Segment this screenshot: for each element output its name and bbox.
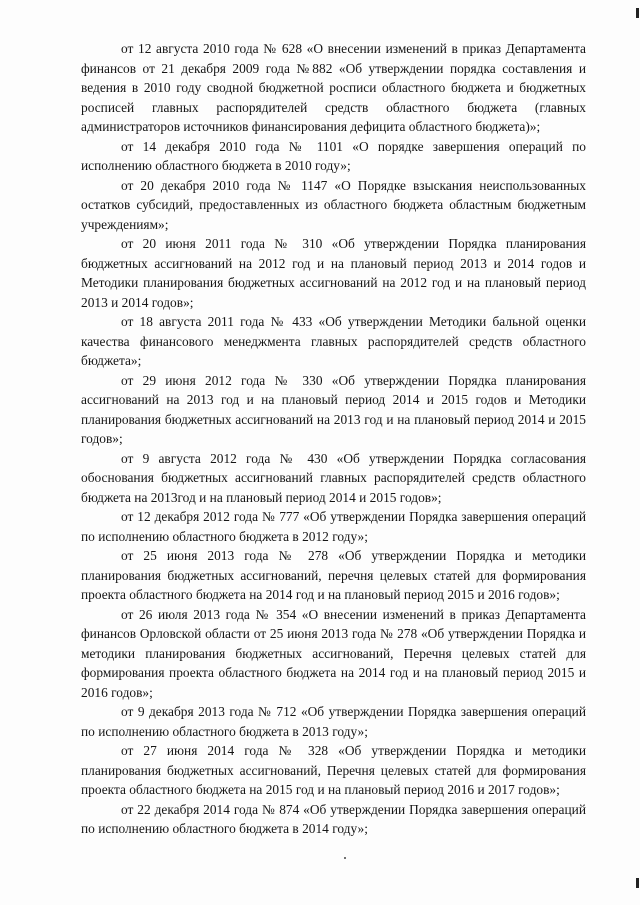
paragraph-order-1101: от 14 декабря 2010 года № 1101 «О порядке завершения операций по исполнению областного бюджета в 2010 году»;	[81, 138, 586, 173]
paragraph-order-310: от 20 июня 2011 года № 310 «Об утверждении Порядка планирования бюджетных ассигнований на 2012 год и на плановый период 2013 и 2014 годов и Методики планирования бюджетных ассигнований на 2012 год и на плановый период 2013 и 2014 годов»;	[81, 236, 586, 310]
scan-edge-mark-bottom	[636, 878, 639, 888]
paragraph-order-330: от 29 июня 2012 года № 330 «Об утверждении Порядка планирования ассигнований на 2013 год и на плановый период 2014 и 2015 годов и Методики планирования бюджетных ассигнований на 2013 год и на плановый период 2014 и 2015 годов»;	[81, 372, 586, 446]
document-body	[81, 39, 586, 839]
paragraph-order-874: от 22 декабря 2014 года № 874 «Об утверждении Порядка завершения операций по исполнению областного бюджета в 2014 году»;	[81, 801, 586, 836]
scan-edge-mark-top	[636, 8, 639, 18]
paragraph-order-354: от 26 июля 2013 года № 354 «О внесении изменений в приказ Департамента финансов Орловской области от 25 июня 2013 года № 278 «Об утверждении Порядка и методики планирования бюджетных ассигнований, Перечня целевых статей для формирования проекта областного бюджета на 2014 год и на плановый период 2015 и 2016 годов»;	[81, 606, 586, 700]
paragraph-order-777: от 12 декабря 2012 года № 777 «Об утверждении Порядка завершения операций по исполнению областного бюджета в 2012 году»;	[81, 509, 586, 544]
paragraph-order-712: от 9 декабря 2013 года № 712 «Об утверждении Порядка завершения операций по исполнению областного бюджета в 2013 году»;	[81, 704, 586, 739]
scan-speck	[344, 857, 346, 859]
paragraph-order-328: от 27 июня 2014 года № 328 «Об утверждении Порядка и методики планирования бюджетных ассигнований, Перечня целевых статей для формирования проекта областного бюджета на 2015 год и на плановый период 2016 и 2017 годов»;	[81, 743, 586, 797]
paragraph-order-433: от 18 августа 2011 года № 433 «Об утверждении Методики бальной оценки качества финансового менеджмента главных распорядителей средств областного бюджета»;	[81, 314, 586, 368]
paragraph-order-628: от 12 августа 2010 года № 628 «О внесении изменений в приказ Департамента финансов от 21 декабря 2009 года №882 «Об утверждении порядка составления и ведения в 2010 году сводной бюджетной росписи областного бюджета и бюджетных росписей главных распорядителей средств областного бюджета (главных администраторов источников финансирования дефицита областного бюджета)»;	[81, 41, 586, 134]
paragraph-order-1147: от 20 декабря 2010 года № 1147 «О Порядке взыскания неиспользованных остатков субсидий, предоставленных из областного бюджета областным бюджетным учреждениям»;	[81, 177, 586, 232]
paragraph-order-278: от 25 июня 2013 года № 278 «Об утверждении Порядка и методики планирования бюджетных ассигнований, перечня целевых статей для формирования проекта областного бюджета на 2014 год и на плановый период 2015 и 2016 годов»;	[81, 548, 586, 602]
paragraph-order-430: от 9 августа 2012 года № 430 «Об утверждении Порядка согласования обоснования бюджетных ассигнований главных распорядителей средств областного бюджета на 2013год и на плановый период 2014 и 2015 годов»;	[81, 450, 586, 505]
